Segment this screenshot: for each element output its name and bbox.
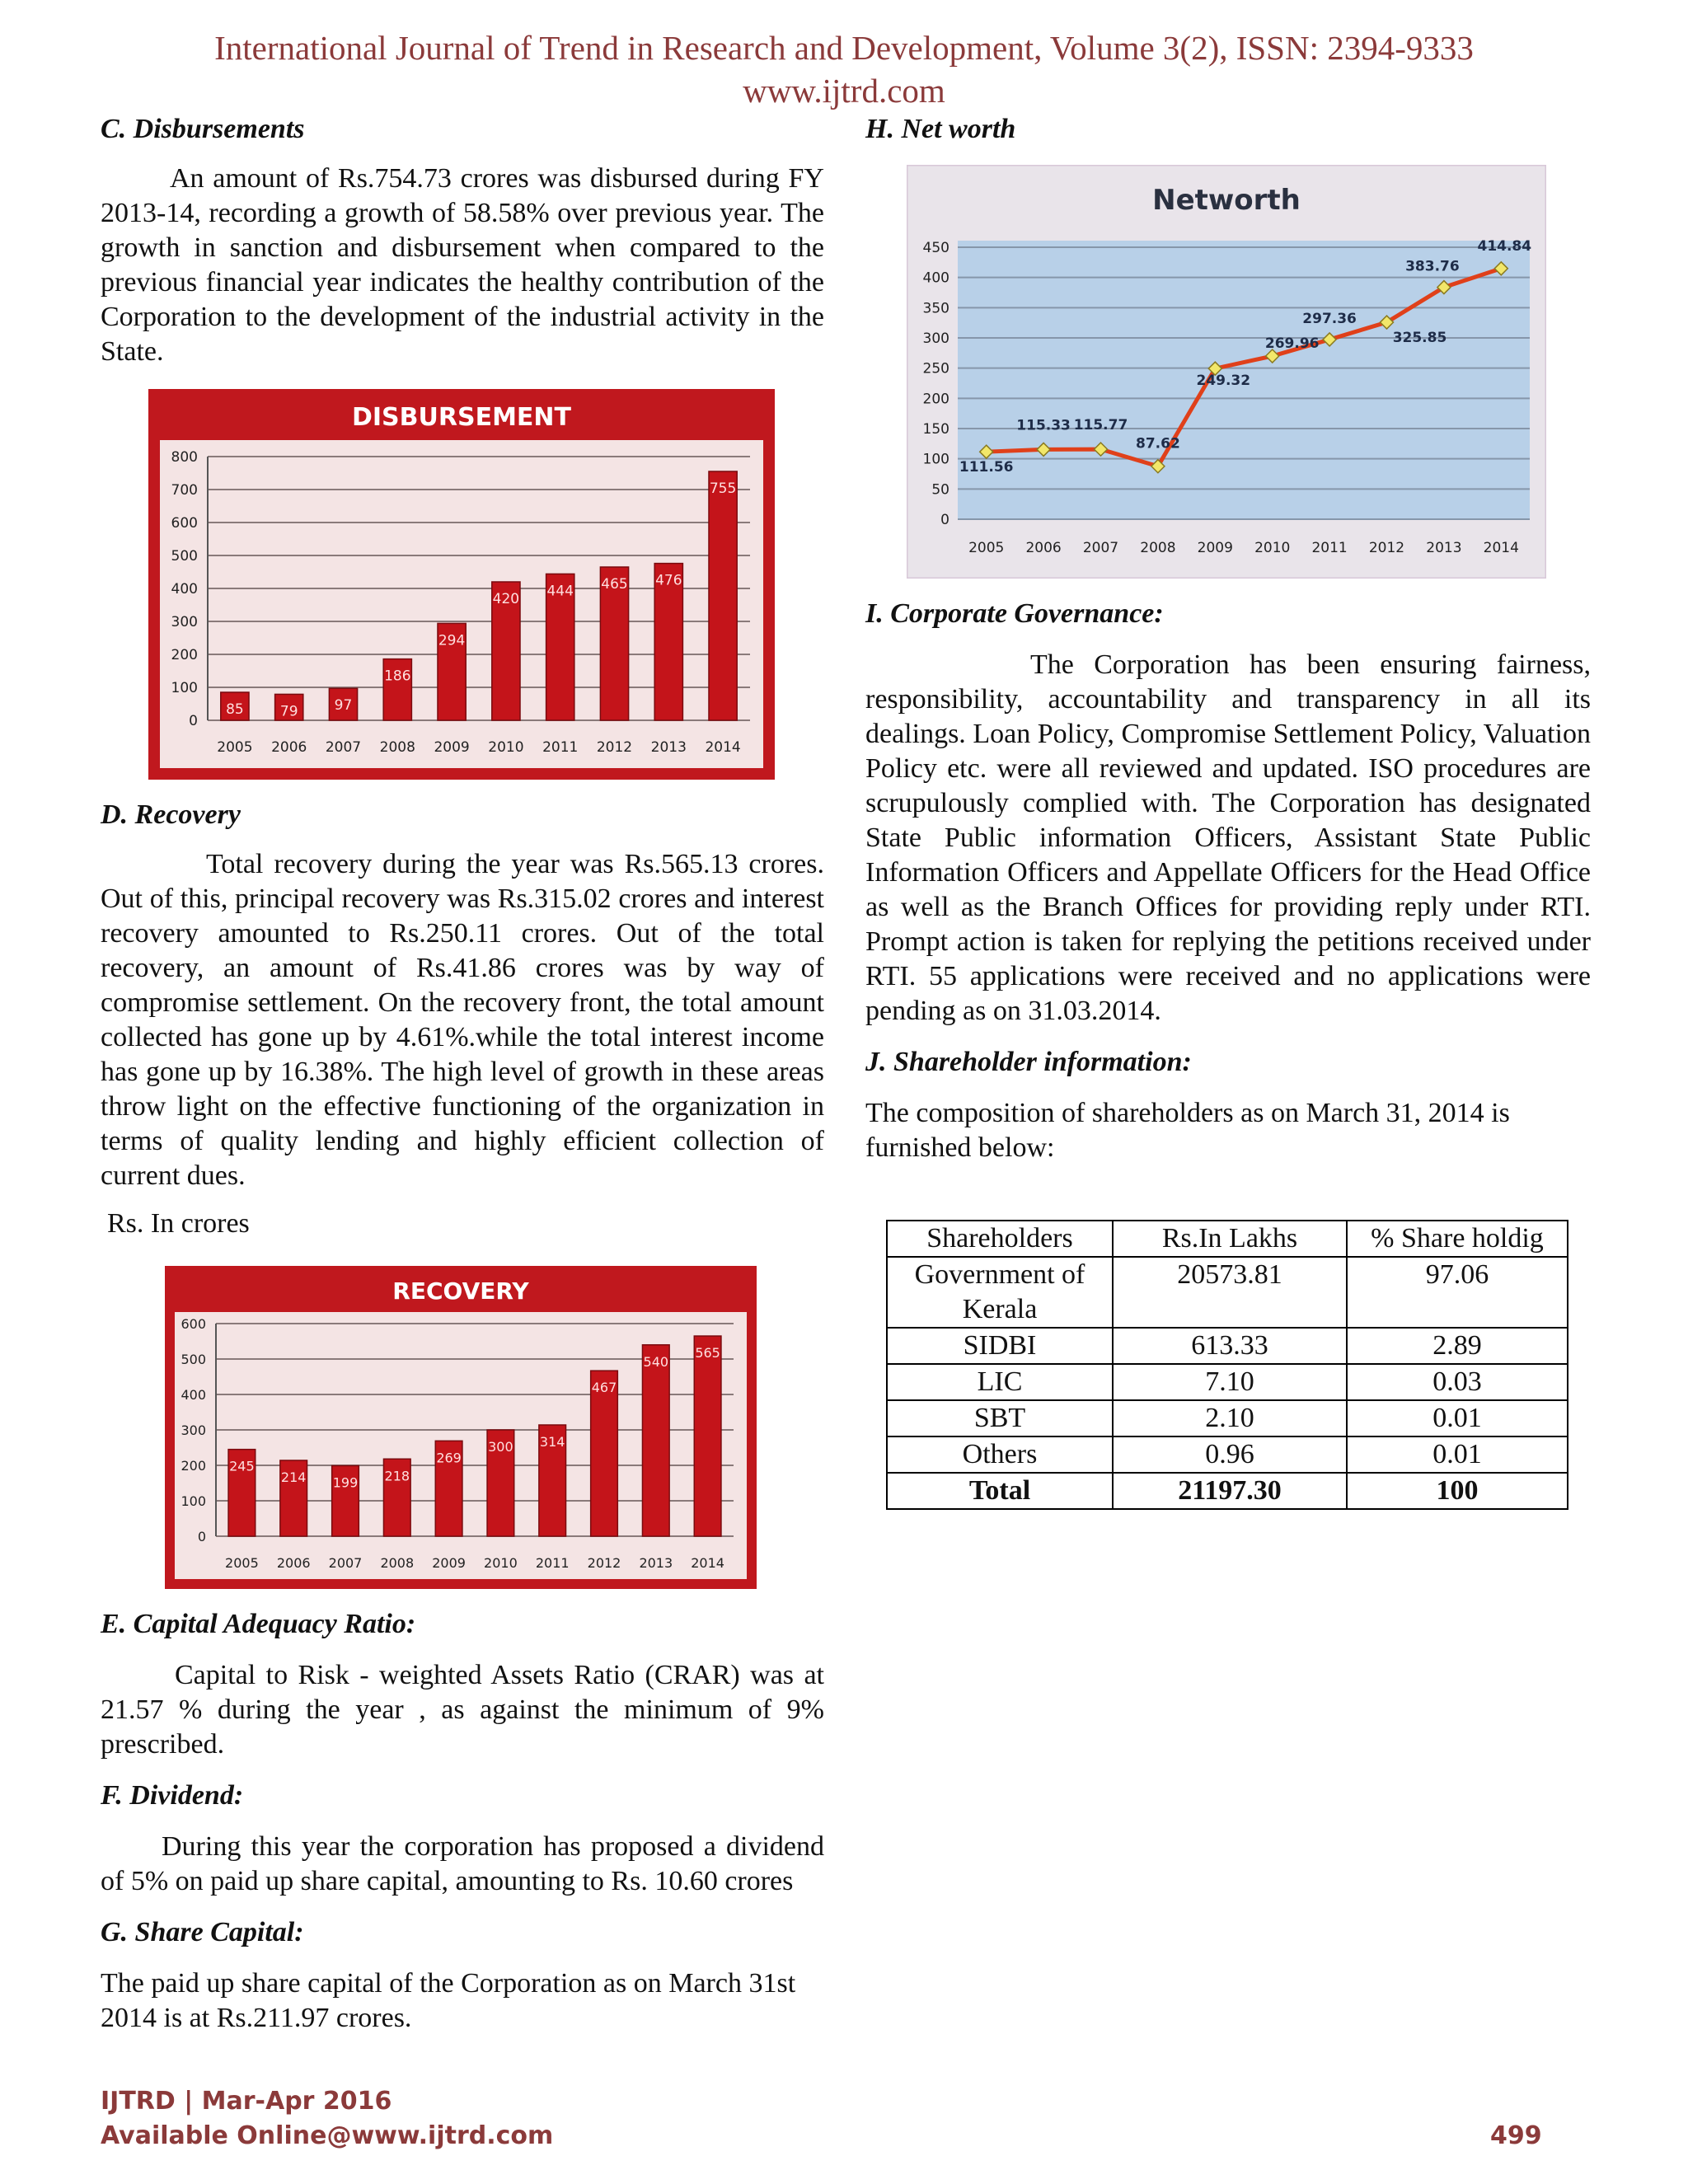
x-tick-label: 2008 <box>1140 540 1176 556</box>
y-tick-label: 0 <box>940 512 950 528</box>
y-tick-label: 300 <box>922 330 950 347</box>
y-tick-label: 100 <box>922 451 950 468</box>
data-label: 111.56 <box>959 459 1014 476</box>
table-cell: LIC <box>887 1364 1113 1400</box>
table-cell: 0.96 <box>1113 1436 1347 1473</box>
data-label: 325.85 <box>1392 330 1447 347</box>
bar <box>591 1371 618 1536</box>
x-tick-label: 2011 <box>535 1555 570 1571</box>
data-label: 218 <box>384 1468 410 1484</box>
right-column <box>865 112 1591 147</box>
bar <box>642 1345 669 1536</box>
y-tick-label: 400 <box>171 581 198 598</box>
y-tick-label: 300 <box>171 614 198 630</box>
x-tick-label: 2012 <box>596 739 633 756</box>
y-tick-label: 100 <box>171 680 198 696</box>
x-tick-label: 2005 <box>968 540 1005 556</box>
data-label: 269 <box>436 1450 462 1466</box>
data-label: 297.36 <box>1302 310 1357 327</box>
table-cell: Government of Kerala <box>887 1257 1113 1328</box>
x-tick-label: 2010 <box>488 739 524 756</box>
table-cell: 20573.81 <box>1113 1257 1347 1328</box>
x-tick-label: 2005 <box>225 1555 259 1571</box>
x-tick-label: 2010 <box>484 1555 518 1571</box>
data-label: 444 <box>546 583 574 600</box>
y-tick-label: 0 <box>197 1529 206 1544</box>
x-tick-label: 2006 <box>1025 540 1062 556</box>
x-tick-label: 2009 <box>434 739 470 756</box>
x-tick-label: 2006 <box>271 739 307 756</box>
journal-header: International Journal of Trend in Research and Development, Volume 3(2), ISSN: 2394-9333 <box>214 29 1474 67</box>
y-tick-label: 200 <box>922 391 950 408</box>
data-label: 420 <box>492 591 520 607</box>
heading-disbursements: C. Disbursements <box>101 114 305 144</box>
y-tick-label: 50 <box>931 481 950 499</box>
chart-title: RECOVERY <box>392 1277 529 1305</box>
x-tick-label: 2011 <box>542 739 579 756</box>
x-tick-label: 2014 <box>705 739 741 756</box>
data-label: 294 <box>438 632 466 649</box>
data-label: 214 <box>280 1469 307 1485</box>
x-tick-label: 2007 <box>1082 540 1119 556</box>
y-tick-label: 600 <box>171 515 198 532</box>
table-cell: SIDBI <box>887 1328 1113 1364</box>
table-cell: SBT <box>887 1400 1113 1436</box>
data-label: 383.76 <box>1405 258 1460 275</box>
table-cell: 0.03 <box>1347 1364 1568 1400</box>
data-label: 476 <box>655 572 682 589</box>
x-tick-label: 2005 <box>217 739 253 756</box>
data-label: 540 <box>643 1353 669 1370</box>
table-row <box>887 1328 1568 1364</box>
footer-journal: IJTRD | Mar-Apr 2016 <box>101 2087 392 2116</box>
data-label: 245 <box>229 1458 255 1474</box>
x-tick-label: 2008 <box>379 739 415 756</box>
table-cell: Total <box>887 1473 1113 1509</box>
y-tick-label: 450 <box>922 240 950 256</box>
y-tick-label: 0 <box>189 713 198 729</box>
recovery-chart <box>165 1266 757 1589</box>
x-tick-label: 2007 <box>328 1555 363 1571</box>
table-total-row <box>887 1473 1568 1509</box>
heading-recovery: D. Recovery <box>101 799 241 830</box>
y-tick-label: 500 <box>171 548 198 565</box>
heading-corporate-governance: I. Corporate Governance: <box>865 598 1164 629</box>
para-recovery: Total recovery during the year was Rs.565.13 crores. Out of this, principal recovery was Rs.315.02 crores and interest recovery amounted to Rs.250.11 crores. Out of the total recovery, an amount of Rs.41.86 crores was by way of compromise settlement. On the recovery front, the total amount collected has gone up by 4.61%.while the total interest income has gone up by 16.38%. The high level of growth in these areas throw light on the effective functioning of the organization in terms of quality lending and highly efficient collection of current dues. <box>101 849 824 1191</box>
heading-capital-adequacy: E. Capital Adequacy Ratio: <box>101 1609 416 1639</box>
y-tick-label: 250 <box>922 360 950 377</box>
x-tick-label: 2012 <box>1368 540 1405 556</box>
data-label: 755 <box>709 480 737 497</box>
heading-share-capital: G. Share Capital: <box>101 1917 304 1947</box>
y-tick-label: 500 <box>181 1352 206 1367</box>
right-column-2 <box>865 597 1591 1165</box>
y-tick-label: 150 <box>922 421 950 438</box>
data-label: 115.77 <box>1073 417 1128 434</box>
table-cell: 2.10 <box>1113 1400 1347 1436</box>
disbursement-chart <box>148 389 775 780</box>
y-tick-label: 200 <box>181 1458 206 1474</box>
data-label: 85 <box>226 701 244 718</box>
x-tick-label: 2011 <box>1311 540 1348 556</box>
x-tick-label: 2012 <box>587 1555 621 1571</box>
table-row <box>887 1436 1568 1473</box>
col-header: Shareholders <box>887 1221 1113 1257</box>
y-tick-label: 350 <box>922 300 950 317</box>
x-tick-label: 2013 <box>1426 540 1462 556</box>
table-cell: Others <box>887 1436 1113 1473</box>
data-label: 199 <box>332 1474 359 1491</box>
table-header-row <box>887 1221 1568 1257</box>
left-column-2 <box>101 798 824 1241</box>
bar <box>694 1336 721 1536</box>
y-tick-label: 700 <box>171 482 198 499</box>
page-number: 499 <box>1490 2121 1542 2150</box>
y-tick-label: 100 <box>181 1493 206 1509</box>
x-tick-label: 2014 <box>1483 540 1519 556</box>
table-row <box>887 1364 1568 1400</box>
table-cell: 7.10 <box>1113 1364 1347 1400</box>
chart-title: Networth <box>1152 184 1301 217</box>
data-label: 87.62 <box>1136 435 1180 452</box>
data-label: 97 <box>334 697 353 715</box>
col-header: % Share holdig <box>1347 1221 1568 1257</box>
heading-dividend: F. Dividend: <box>101 1780 244 1811</box>
data-label: 300 <box>488 1439 513 1455</box>
para-corporate-governance: The Corporation has been ensuring fairness, responsibility, accountability and transparency in all its dealings. Loan Policy, Compromise Settlement Policy, Valuation Policy etc. were all reviewed and updated. ISO procedures are scrupulously complied with. The Corporation has designated State Public information Officers, Assistant State Public Information Officers and Appellate Officers for the Head Office as well as the Branch Offices for providing reply under RTI. Prompt action is taken for replying the petitions received under RTI. 55 applications were received and no applications were pending as on 31.03.2014. <box>865 649 1591 1026</box>
y-tick-label: 300 <box>181 1422 206 1438</box>
data-label: 269.96 <box>1264 335 1320 353</box>
col-header: Rs.In Lakhs <box>1113 1221 1347 1257</box>
para-dividend: During this year the corporation has proposed a dividend of 5% on paid up share capital, amounting to Rs. 10.60 crores <box>101 1831 824 1896</box>
data-label: 186 <box>384 668 411 685</box>
data-label: 314 <box>539 1433 565 1450</box>
left-column-3 <box>101 1607 824 2036</box>
data-label: 115.33 <box>1016 417 1071 434</box>
table-cell: 0.01 <box>1347 1400 1568 1436</box>
y-tick-label: 400 <box>181 1387 206 1403</box>
data-label: 465 <box>601 576 628 593</box>
y-tick-label: 600 <box>181 1316 206 1332</box>
table-cell: 0.01 <box>1347 1436 1568 1473</box>
heading-net-worth: H. Net worth <box>865 114 1016 144</box>
para-capital-adequacy: Capital to Risk - weighted Assets Ratio (CRAR) was at 21.57 % during the year , as against the minimum of 9% prescribed. <box>101 1660 824 1760</box>
data-label: 249.32 <box>1196 373 1251 390</box>
units-note: Rs. In crores <box>107 1208 250 1239</box>
table-cell: 21197.30 <box>1113 1473 1347 1509</box>
footer-online: Available Online@www.ijtrd.com <box>101 2121 554 2150</box>
data-label: 79 <box>279 703 298 720</box>
x-tick-label: 2009 <box>432 1555 466 1571</box>
journal-url: www.ijtrd.com <box>743 72 945 110</box>
shareholder-table <box>886 1220 1568 1510</box>
table-cell: 97.06 <box>1347 1257 1568 1328</box>
bar <box>709 471 737 720</box>
table-cell: 613.33 <box>1113 1328 1347 1364</box>
data-label: 414.84 <box>1477 237 1532 255</box>
y-tick-label: 800 <box>171 449 198 466</box>
x-tick-label: 2006 <box>276 1555 311 1571</box>
x-tick-label: 2014 <box>691 1555 724 1571</box>
table-row <box>887 1400 1568 1436</box>
table-cell: 2.89 <box>1347 1328 1568 1364</box>
y-tick-label: 400 <box>922 269 950 287</box>
heading-shareholder-info: J. Shareholder information: <box>865 1047 1192 1077</box>
chart-title: DISBURSEMENT <box>351 403 572 432</box>
para-shareholder-info: The composition of shareholders as on March 31, 2014 is furnished below: <box>865 1098 1510 1163</box>
x-tick-label: 2007 <box>325 739 362 756</box>
table-cell: 100 <box>1347 1473 1568 1509</box>
x-tick-label: 2013 <box>639 1555 673 1571</box>
data-label: 467 <box>591 1380 617 1396</box>
x-tick-label: 2008 <box>380 1555 415 1571</box>
para-disbursements: An amount of Rs.754.73 crores was disbursed during FY 2013-14, recording a growth of 58.58% over previous year. The growth in sanction and disbursement when compared to the previous financial year indicates the healthy contribution of the Corporation to the development of the industrial activity in the State. <box>101 163 824 367</box>
x-tick-label: 2009 <box>1197 540 1233 556</box>
para-share-capital: The paid up share capital of the Corporation as on March 31st 2014 is at Rs.211.97 crores. <box>101 1968 796 2033</box>
y-tick-label: 200 <box>171 647 198 663</box>
x-tick-label: 2013 <box>650 739 687 756</box>
x-tick-label: 2010 <box>1254 540 1291 556</box>
left-column <box>101 112 824 369</box>
networth-chart <box>907 165 1546 579</box>
table-row <box>887 1257 1568 1328</box>
data-label: 565 <box>695 1345 720 1361</box>
